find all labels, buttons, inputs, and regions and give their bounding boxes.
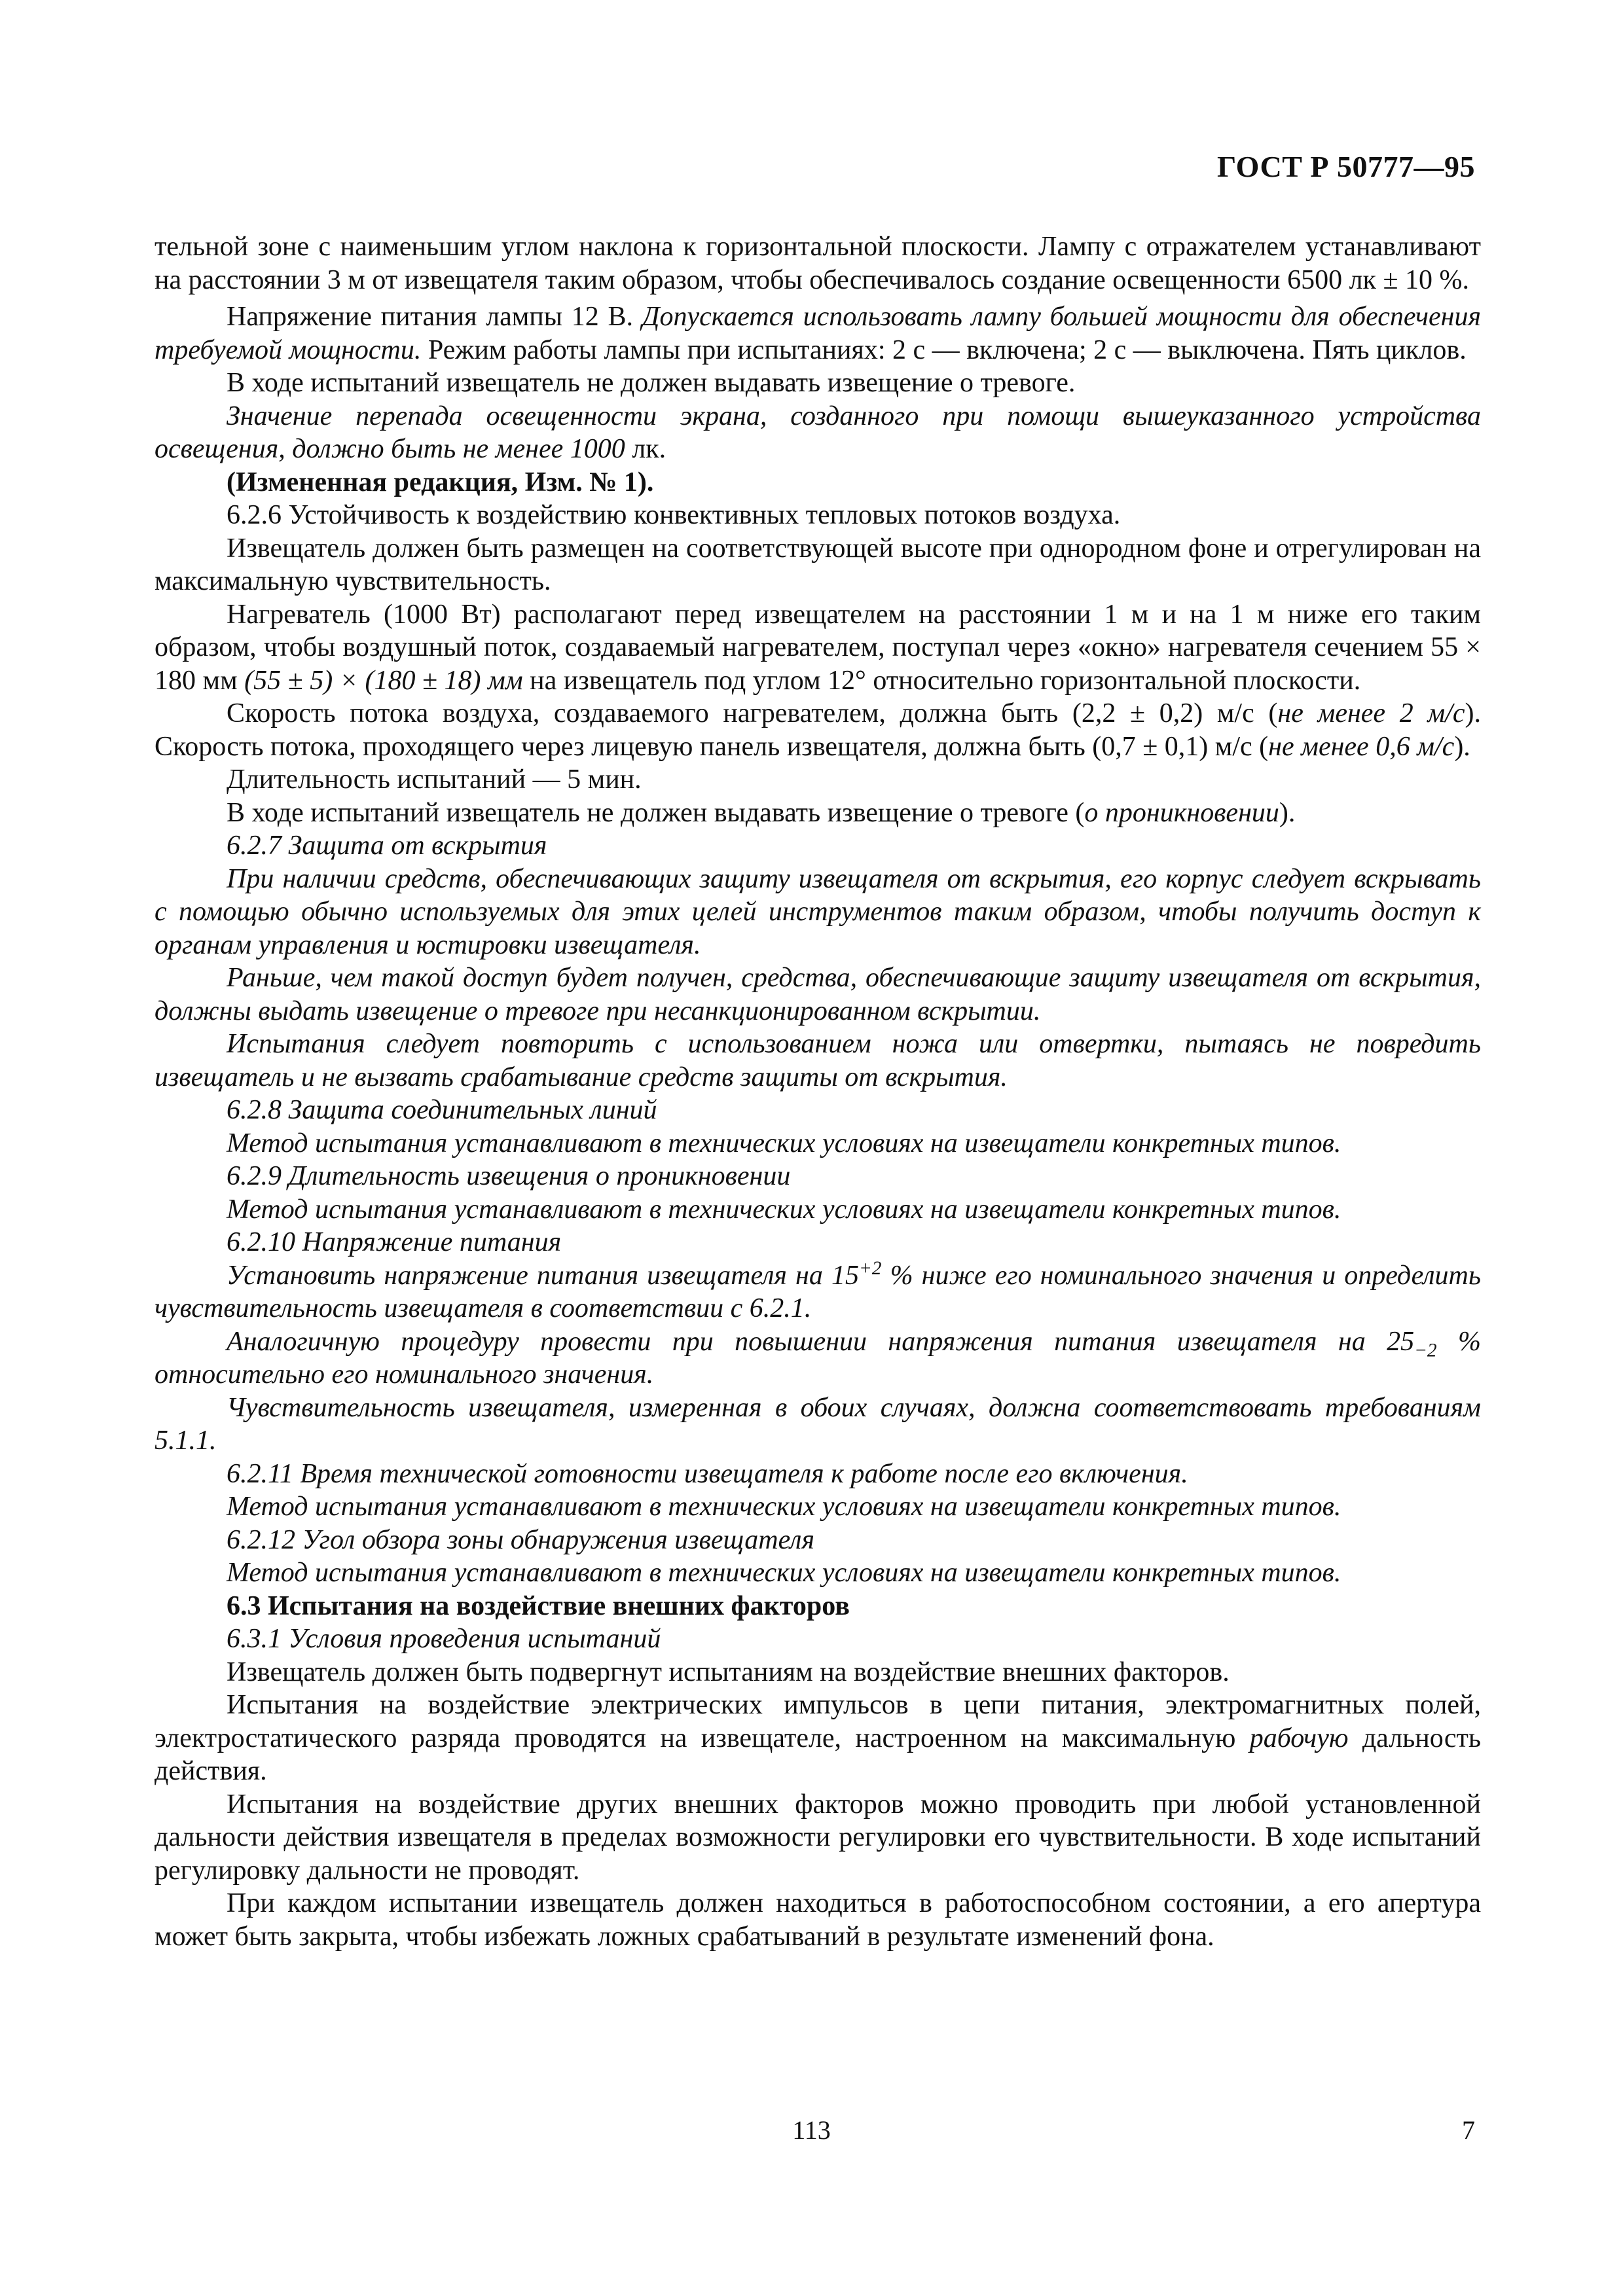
page-number-right: 7	[1462, 2115, 1475, 2145]
paragraph-tamper-alarm: Раньше, чем такой доступ будет получен, средства, обеспечивающие защиту извещателя от вскрытия, должны выдать извещение о тревоге при несанкционированном вскрытии.	[155, 963, 1481, 1026]
paragraph-method-6-2-12: Метод испытания устанавливают в технических условиях на извещатели конкретных типов.	[227, 1558, 1341, 1588]
text-run-italic: (55 ± 5) × (180 ± 18) мм	[244, 665, 523, 696]
paragraph-tamper-opening: При наличии средств, обеспечивающих защиту извещателя от вскрытия, его корпус следует вскрывать с помощью обычно используемых для этих целей инструментов таким образом, чтобы получить доступ к органам управления и юстировки извещателя.	[155, 863, 1481, 960]
text-run: Нагреватель (1000 Вт) располагают перед извещателем на расстоянии 1 м и на 1 м ниже его таким образом, чтобы воздушный поток, создаваемый нагревателем, поступал через «окно» нагревателя сечением 55 × 180 мм	[155, 599, 1481, 696]
paragraph-lamp-setup: тельной зоне с наименьшим углом наклона к горизонтальной плоскости. Лампу с отражателем устанавливают на расстоянии 3 м от извещателя таким образом, чтобы обеспечивалось создание освещенности 6500 лк ± 10 %.	[155, 232, 1481, 295]
text-run: % ниже его номинального значения и определить чувствительность извещателя в соответствии с 6.2.1.	[155, 1260, 1481, 1323]
text-run: Установить напряжение питания извещателя на 15	[227, 1260, 859, 1291]
text-run: Напряжение питания лампы 12 В.	[227, 302, 642, 332]
text-run-italic: о проникновении	[1084, 797, 1279, 828]
paragraph-method-6-2-11: Метод испытания устанавливают в технических условиях на извещатели конкретных типов.	[227, 1492, 1341, 1522]
paragraph-duration: Длительность испытаний — 5 мин.	[227, 764, 642, 795]
paragraph-amendment: (Измененная редакция, Изм. № 1).	[227, 467, 654, 497]
text-run: Скорость потока воздуха, создаваемого нагревателем, должна быть (2,2 ± 0,2) м/с (	[227, 698, 1278, 728]
superscript: +2	[858, 1257, 882, 1279]
text-run: ).	[1454, 731, 1470, 762]
paragraph-emc-tests	[155, 1689, 1481, 1788]
text-run: В ходе испытаний извещатель не должен выдавать извещение о тревоге (	[227, 797, 1085, 828]
section-6-2-8-heading: 6.2.8 Защита соединительных линий	[227, 1095, 657, 1125]
paragraph-voltage-high	[155, 1325, 1481, 1391]
text-run: Испытания на воздействие электрических импульсов в цепи питания, электромагнитных полей, электростатического разряда проводятся на извещателе, настроенном на максимальную	[155, 1690, 1481, 1753]
text-run: дальность действия.	[155, 1723, 1481, 1786]
section-6-2-12-heading: 6.2.12 Угол обзора зоны обнаружения извещателя	[227, 1524, 815, 1555]
paragraph-tamper-repeat: Испытания следует повторить с использованием ножа или отвертки, пытаясь не повредить извещатель и не вызвать срабатывание средств защиты от вскрытия.	[155, 1029, 1481, 1092]
paragraph-illuminance-drop	[155, 400, 1481, 466]
section-6-2-10-heading: 6.2.10 Напряжение питания	[227, 1227, 562, 1257]
text-run: на извещатель под углом 12° относительно горизонтальной плоскости.	[522, 665, 1361, 696]
document-body	[155, 230, 1481, 1953]
text-run: Режим работы лампы при испытаниях: 2 с — включена; 2 с — выключена. Пять циклов.	[421, 334, 1467, 365]
paragraph-placement: Извещатель должен быть размещен на соответствующей высоте при однородном фоне и отрегулирован на максимальную чувствительность.	[155, 533, 1481, 596]
paragraph-no-alarm-intrusion	[155, 797, 1481, 830]
section-6-2-6-heading: 6.2.6 Устойчивость к воздействию конвективных тепловых потоков воздуха.	[227, 500, 1121, 530]
document-code-header: ГОСТ Р 50777—95	[1217, 150, 1475, 183]
text-run: лк.	[625, 434, 666, 464]
paragraph-aperture: При каждом испытании извещатель должен находиться в работоспособном состоянии, а его апертура может быть закрыта, чтобы избежать ложных срабатываний в результате изменений фона.	[155, 1888, 1481, 1952]
section-6-3-heading: 6.3 Испытания на воздействие внешних факторов	[227, 1590, 850, 1621]
subscript: −2	[1414, 1339, 1437, 1361]
paragraph-voltage-low	[155, 1259, 1481, 1325]
text-run: ).	[1279, 797, 1296, 828]
paragraph-method-6-2-9: Метод испытания устанавливают в технических условиях на извещатели конкретных типов.	[227, 1194, 1341, 1225]
page-number-center: 113	[792, 2115, 831, 2145]
text-run-italic: Допускается использовать лампу большей мощности для обеспечения требуемой мощности.	[155, 302, 1481, 365]
section-6-3-1-heading: 6.3.1 Условия проведения испытаний	[227, 1624, 661, 1654]
text-run: Аналогичную процедуру провести при повышении напряжения питания извещателя на 25	[227, 1326, 1415, 1357]
paragraph-heater	[155, 598, 1481, 698]
text-run-italic: не менее 2 м/с	[1277, 698, 1465, 728]
text-run: ). Скорость потока, проходящего через лицевую панель извещателя, должна быть (0,7 ± 0,1) м/с (	[155, 698, 1481, 762]
text-run: % относительно его номинального значения.	[155, 1326, 1481, 1390]
paragraph-method-6-2-8: Метод испытания устанавливают в технических условиях на извещатели конкретных типов.	[227, 1128, 1341, 1158]
paragraph-air-speed	[155, 697, 1481, 763]
paragraph-sensitivity: Чувствительность извещателя, измеренная в обоих случаях, должна соответствовать требованиям 5.1.1.	[155, 1392, 1481, 1456]
section-6-2-9-heading: 6.2.9 Длительность извещения о проникновении	[227, 1161, 791, 1191]
paragraph-lamp-voltage	[155, 300, 1481, 367]
text-run-italic: Значение перепада освещенности экрана, созданного при помощи вышеуказанного устройства освещения, должно быть не менее 1000	[155, 401, 1481, 464]
paragraph-other-factors: Испытания на воздействие других внешних факторов можно проводить при любой установленной дальности действия извещателя в пределах возможности регулировки его чувствительности. В ходе испытаний регулировку дальности не проводят.	[155, 1789, 1481, 1886]
paragraph-external-factors: Извещатель должен быть подвергнут испытаниям на воздействие внешних факторов.	[227, 1657, 1230, 1687]
section-6-2-11-heading: 6.2.11 Время технической готовности извещателя к работе после его включения.	[227, 1458, 1188, 1489]
paragraph-no-alarm: В ходе испытаний извещатель не должен выдавать извещение о тревоге.	[227, 368, 1076, 398]
text-run-italic: не менее 0,6 м/с	[1268, 731, 1455, 762]
section-6-2-7-heading: 6.2.7 Защита от вскрытия	[227, 831, 547, 861]
text-run-italic: рабочую	[1249, 1723, 1349, 1753]
